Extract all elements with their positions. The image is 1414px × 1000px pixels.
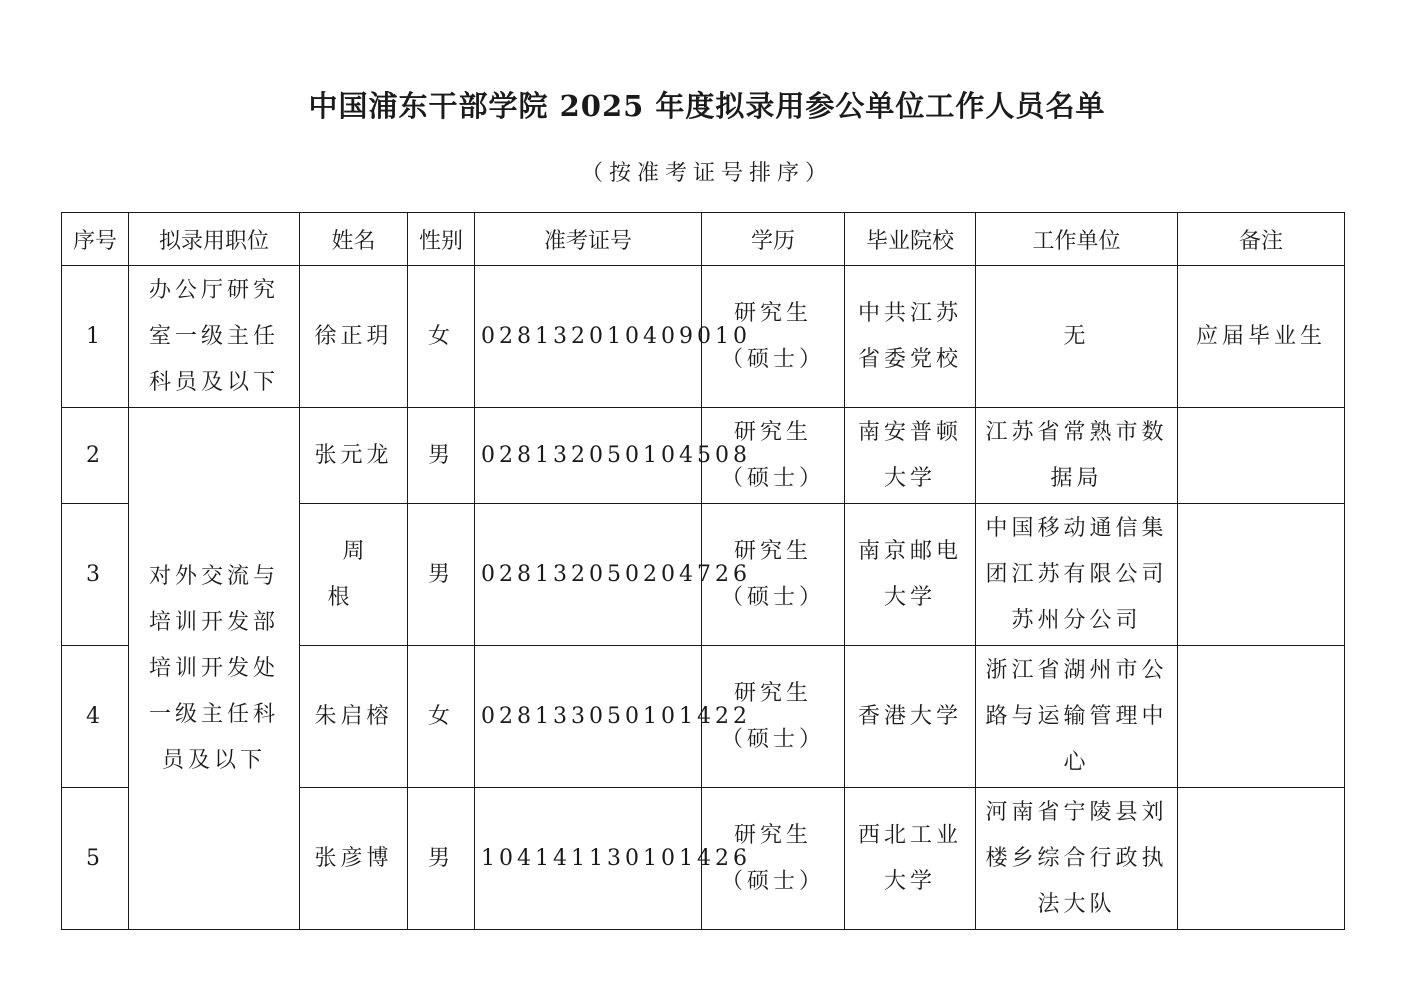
header-remark: 备注 — [1178, 213, 1345, 266]
table-row — [62, 408, 1345, 504]
education-level: （硕士） — [720, 726, 825, 752]
education-level: （硕士） — [720, 868, 825, 894]
school-line: 大学 — [883, 868, 936, 894]
education-level: （硕士） — [720, 465, 825, 491]
document-title: 中国浦东干部学院 2025 年度拟录用参公单位工作人员名单 — [308, 89, 1106, 123]
row-exam-number: 028132010409010 — [475, 266, 702, 408]
position-line: 办公厅研究 — [148, 277, 279, 303]
row-exam-number: 104141130101426 — [475, 788, 702, 930]
row-remark — [1178, 408, 1345, 504]
workplace-line: 江苏省常熟市数 — [985, 419, 1168, 445]
row-school — [845, 646, 976, 788]
row-gender: 男 — [408, 788, 475, 930]
position-line: 科员及以下 — [148, 369, 279, 395]
education-degree: 研究生 — [733, 300, 812, 326]
position-line: 培训开发处 — [148, 655, 279, 681]
row-workplace — [976, 266, 1178, 408]
row-school — [845, 788, 976, 930]
school-line: 西北工业 — [857, 822, 962, 848]
position-line: 员及以下 — [161, 747, 266, 773]
header-position: 拟录用职位 — [129, 213, 300, 266]
row-remark — [1178, 504, 1345, 646]
school-line: 大学 — [883, 465, 936, 491]
row-education — [702, 408, 845, 504]
row-position — [129, 266, 300, 408]
workplace-line: 心 — [1063, 749, 1090, 775]
header-school: 毕业院校 — [845, 213, 976, 266]
workplace-line: 浙江省湖州市公 — [985, 657, 1168, 683]
position-line: 一级主任科 — [148, 701, 279, 727]
row-workplace — [976, 646, 1178, 788]
education-level: （硕士） — [720, 346, 825, 372]
row-gender: 男 — [408, 408, 475, 504]
personnel-table — [61, 212, 1345, 930]
row-gender: 女 — [408, 266, 475, 408]
row-school — [845, 408, 976, 504]
row-education — [702, 646, 845, 788]
row-remark: 应届毕业生 — [1178, 266, 1345, 408]
school-line: 南安普顿 — [857, 419, 962, 445]
workplace-line: 路与运输管理中 — [985, 703, 1168, 729]
education-degree: 研究生 — [733, 419, 812, 445]
row-name: 朱启榕 — [300, 646, 408, 788]
row-workplace — [976, 788, 1178, 930]
row-index: 1 — [62, 266, 129, 408]
workplace-line: 楼乡综合行政执 — [985, 845, 1168, 871]
header-exam-number: 准考证号 — [475, 213, 702, 266]
position-line: 对外交流与 — [148, 563, 279, 589]
school-line: 南京邮电 — [857, 538, 962, 564]
row-education — [702, 504, 845, 646]
row-name: 张元龙 — [300, 408, 408, 504]
row-school — [845, 504, 976, 646]
row-name — [300, 504, 408, 646]
document-subtitle: （按准考证号排序） — [580, 161, 833, 186]
row-name: 张彦博 — [300, 788, 408, 930]
row-index: 2 — [62, 408, 129, 504]
workplace-line: 据局 — [1050, 465, 1103, 491]
table-row — [62, 266, 1345, 408]
position-line: 室一级主任 — [148, 323, 279, 349]
school-line: 中共江苏 — [857, 300, 962, 326]
education-level: （硕士） — [720, 584, 825, 610]
header-education: 学历 — [702, 213, 845, 266]
row-index: 5 — [62, 788, 129, 930]
row-education — [702, 266, 845, 408]
workplace-line: 法大队 — [1037, 891, 1116, 917]
row-gender: 女 — [408, 646, 475, 788]
header-workplace: 工作单位 — [976, 213, 1178, 266]
position-line: 培训开发部 — [148, 609, 279, 635]
school-line: 香港大学 — [857, 703, 962, 729]
row-gender: 男 — [408, 504, 475, 646]
header-name: 姓名 — [300, 213, 408, 266]
table-header-row — [62, 213, 1345, 266]
education-degree: 研究生 — [733, 538, 812, 564]
school-line: 省委党校 — [857, 346, 962, 372]
row-name: 徐正玥 — [300, 266, 408, 408]
workplace-line: 苏州分公司 — [1011, 607, 1142, 633]
row-exam-number: 028133050101422 — [475, 646, 702, 788]
row-exam-number: 028132050204726 — [475, 504, 702, 646]
workplace-line: 无 — [1063, 323, 1090, 349]
row-workplace — [976, 408, 1178, 504]
row-index: 4 — [62, 646, 129, 788]
education-degree: 研究生 — [733, 822, 812, 848]
education-degree: 研究生 — [733, 680, 812, 706]
header-index: 序号 — [62, 213, 129, 266]
row-remark — [1178, 788, 1345, 930]
header-gender: 性别 — [408, 213, 475, 266]
merged-position — [129, 408, 300, 930]
row-education — [702, 788, 845, 930]
row-school — [845, 266, 976, 408]
row-index: 3 — [62, 504, 129, 646]
name-text: 周根 — [327, 538, 395, 610]
row-exam-number: 028132050104508 — [475, 408, 702, 504]
row-workplace — [976, 504, 1178, 646]
workplace-line: 中国移动通信集 — [985, 515, 1168, 541]
school-line: 大学 — [883, 584, 936, 610]
workplace-line: 团江苏有限公司 — [985, 561, 1168, 587]
row-remark — [1178, 646, 1345, 788]
workplace-line: 河南省宁陵县刘 — [985, 799, 1168, 825]
